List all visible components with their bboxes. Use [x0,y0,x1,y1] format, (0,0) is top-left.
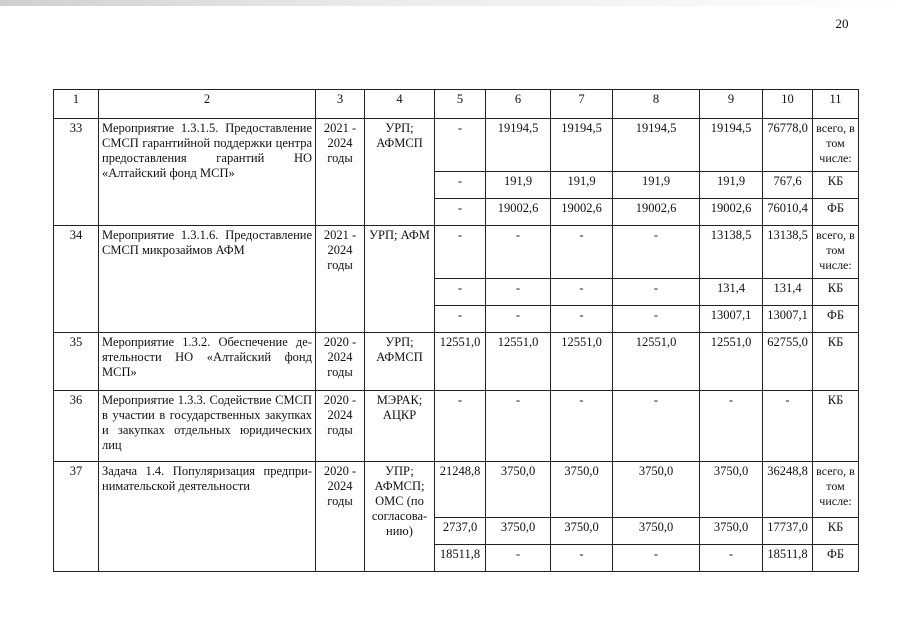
value-cell: - [435,391,486,462]
value-cell: - [613,306,700,333]
measure-description: Мероприятие 1.3.1.6. Предоставление СМСП микрозаймов АФМ [99,226,316,333]
value-cell: 17737,0 [763,518,813,545]
value-cell: - [435,226,486,279]
value-cell: 3750,0 [700,518,763,545]
source-cell: всего, в том числе: [813,119,859,172]
value-cell: 3750,0 [700,462,763,518]
value-cell: 18511,8 [763,545,813,572]
source-cell: КБ [813,333,859,391]
header-cell: 7 [551,90,613,119]
value-cell: 12551,0 [435,333,486,391]
row-number: 33 [54,119,99,226]
value-cell: 3750,0 [551,518,613,545]
value-cell: 19194,5 [700,119,763,172]
period-cell: 2021 - 2024 годы [316,226,365,333]
row-number: 35 [54,333,99,391]
table-row [54,333,859,391]
value-cell: 3750,0 [486,518,551,545]
measure-description: Задача 1.4. Популяризация предпринимательской деятельности [99,462,316,572]
value-cell: 2737,0 [435,518,486,545]
table-row [54,391,859,462]
value-cell: 131,4 [763,279,813,306]
value-cell: - [551,279,613,306]
header-cell: 4 [365,90,435,119]
period-cell: 2020 - 2024 годы [316,333,365,391]
source-cell: КБ [813,518,859,545]
value-cell: - [486,279,551,306]
value-cell: - [435,172,486,199]
value-cell: - [700,545,763,572]
value-cell: - [613,391,700,462]
value-cell: 19194,5 [613,119,700,172]
source-cell: ФБ [813,199,859,226]
header-cell: 10 [763,90,813,119]
program-measures-table [53,89,859,572]
source-cell: всего, в том числе: [813,226,859,279]
value-cell: 12551,0 [551,333,613,391]
value-cell: 19002,6 [486,199,551,226]
row-number: 36 [54,391,99,462]
value-cell: 767,6 [763,172,813,199]
header-cell: 8 [613,90,700,119]
executor-cell: МЭРАК; АЦКР [365,391,435,462]
value-cell: - [435,279,486,306]
header-cell: 2 [99,90,316,119]
value-cell: 191,9 [551,172,613,199]
source-cell: КБ [813,279,859,306]
measure-description: Мероприятие 1.3.2. Обеспечение деятельности НО «Алтайский фонд МСП» [99,333,316,391]
value-cell: 13138,5 [763,226,813,279]
executor-cell: УПР; АФМСП; ОМС (по согласованию) [365,462,435,572]
value-cell: 36248,8 [763,462,813,518]
value-cell: - [486,306,551,333]
source-cell: КБ [813,391,859,462]
table-row [54,119,859,172]
value-cell: 131,4 [700,279,763,306]
row-number: 37 [54,462,99,572]
value-cell: - [551,391,613,462]
value-cell: 19194,5 [551,119,613,172]
value-cell: - [435,119,486,172]
value-cell: - [551,226,613,279]
measure-description: Мероприятие 1.3.1.5. Предоставление СМСП гарантийной поддержки центра предоставления гарантий НО «Алтайский фонд МСП» [99,119,316,226]
value-cell: 19002,6 [613,199,700,226]
value-cell: - [763,391,813,462]
measure-description: Мероприятие 1.3.3. Содействие СМСП в участии в государственных закупках и закупках отдельных юридических лиц [99,391,316,462]
value-cell: - [486,226,551,279]
row-number: 34 [54,226,99,333]
source-cell: КБ [813,172,859,199]
value-cell: - [551,545,613,572]
scan-top-edge [0,0,905,6]
value-cell: 12551,0 [700,333,763,391]
period-cell: 2020 - 2024 годы [316,391,365,462]
value-cell: - [486,545,551,572]
value-cell: - [435,306,486,333]
period-cell: 2021 - 2024 годы [316,119,365,226]
value-cell: 76778,0 [763,119,813,172]
value-cell: 12551,0 [613,333,700,391]
page-number: 20 [835,16,849,31]
executor-cell: УРП; АФМСП [365,333,435,391]
header-cell: 9 [700,90,763,119]
value-cell: 76010,4 [763,199,813,226]
value-cell: 18511,8 [435,545,486,572]
value-cell: - [486,391,551,462]
table-row [54,226,859,279]
value-cell: 19002,6 [700,199,763,226]
value-cell: 19002,6 [551,199,613,226]
value-cell: - [551,306,613,333]
value-cell: 62755,0 [763,333,813,391]
value-cell: 12551,0 [486,333,551,391]
executor-cell: УРП; АФМСП [365,119,435,226]
period-cell: 2020 - 2024 годы [316,462,365,572]
value-cell: 191,9 [700,172,763,199]
source-cell: всего, в том числе: [813,462,859,518]
header-cell: 1 [54,90,99,119]
value-cell: - [613,226,700,279]
source-cell: ФБ [813,545,859,572]
value-cell: - [435,199,486,226]
header-cell: 11 [813,90,859,119]
header-cell: 3 [316,90,365,119]
value-cell: 3750,0 [613,518,700,545]
value-cell: 21248,8 [435,462,486,518]
value-cell: 13138,5 [700,226,763,279]
value-cell: - [613,279,700,306]
source-cell: ФБ [813,306,859,333]
value-cell: - [613,545,700,572]
value-cell: 191,9 [486,172,551,199]
value-cell: - [700,391,763,462]
value-cell: 3750,0 [486,462,551,518]
value-cell: 13007,1 [700,306,763,333]
executor-cell: УРП; АФМ [365,226,435,333]
table-header-row [54,90,859,119]
value-cell: 19194,5 [486,119,551,172]
value-cell: 13007,1 [763,306,813,333]
value-cell: 191,9 [613,172,700,199]
header-cell: 5 [435,90,486,119]
table-row [54,462,859,518]
value-cell: 3750,0 [613,462,700,518]
value-cell: 3750,0 [551,462,613,518]
header-cell: 6 [486,90,551,119]
